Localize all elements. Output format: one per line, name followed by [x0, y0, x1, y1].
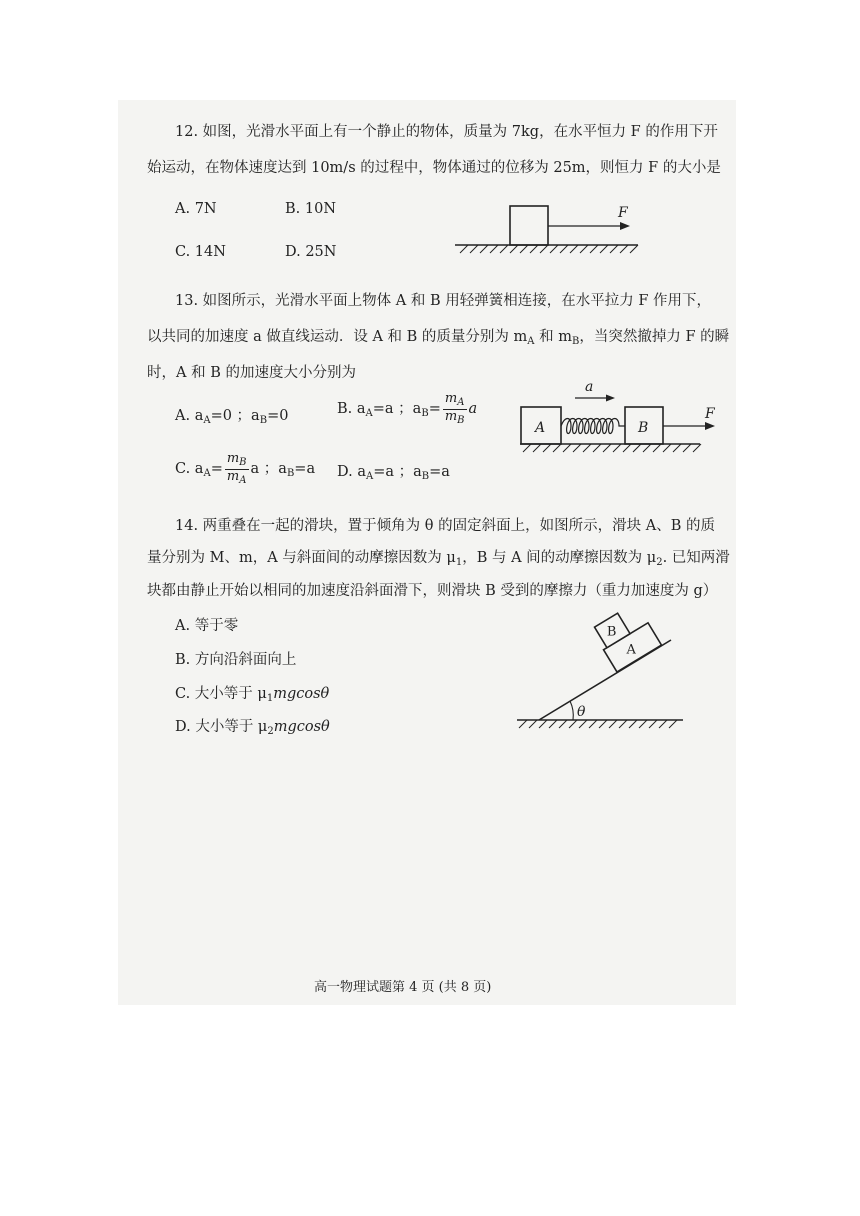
q12-option-d: D. 25N	[285, 244, 337, 260]
block-b-label: B	[638, 420, 649, 436]
block-a-label: A	[626, 642, 636, 658]
q13-line3: 时，A 和 B 的加速度大小分别为	[147, 365, 356, 381]
q14-option-c: C. 大小等于 $\mu_1mgcos\theta$	[175, 686, 330, 704]
q13-option-d: D. $a_A=a$ ；$a_B=a$	[337, 464, 450, 482]
q12-line1: 12. 如图，光滑水平面上有一个静止的物体，质量为 7kg，在水平恒力 F 的作用下开	[175, 124, 718, 140]
blocks	[591, 602, 661, 672]
q13-figure	[515, 380, 725, 465]
q14-line3: 块都由静止开始以相同的加速度沿斜面滑下，则滑块 B 受到的摩擦力（重力加速度为 g）	[147, 583, 718, 599]
angle-label: θ	[577, 704, 586, 720]
block	[510, 206, 548, 245]
q12-option-c: C. 14N	[175, 244, 226, 260]
q14-option-d: D. 大小等于 $\mu_2mgcos\theta$	[175, 719, 330, 737]
force-arrow-head	[705, 422, 715, 430]
ground-hatch	[519, 720, 677, 728]
ground-hatch	[460, 245, 638, 253]
accel-label: a	[585, 379, 594, 395]
q14-figure	[515, 612, 690, 737]
q14-option-b: B. 方向沿斜面向上	[175, 652, 297, 668]
q14-line2: 量分别为 M、m，A 与斜面间的动摩擦因数为 $\mu_1$，B 与 A 间的动摩擦因数为 $\mu_2$. 已知两滑	[147, 550, 730, 568]
force-arrow-head	[620, 222, 630, 230]
angle-arc	[570, 701, 573, 720]
force-label: F	[618, 205, 628, 221]
q12-figure	[450, 195, 650, 265]
force-label: F	[705, 406, 715, 422]
spring	[561, 419, 625, 434]
block-b-label: B	[606, 624, 617, 640]
ground-hatch	[523, 444, 701, 452]
q14-option-a: A. 等于零	[175, 618, 239, 634]
q13-line2: 以共同的加速度 a 做直线运动．设 A 和 B 的质量分别为 $m_A$ 和 $m_B$，当突然撤掉力 F 的瞬	[147, 329, 730, 347]
q13-option-b: B. $a_A=a$ ；$a_B=$ $\frac{m_A}{m_B}$ a	[337, 391, 478, 426]
block-a-label: A	[535, 420, 546, 436]
q12-option-a: A. 7N	[175, 201, 217, 217]
q13-option-c: C. $a_A=$ $\frac{m_B}{m_A}$ a ；$a_B=a$	[175, 451, 316, 486]
q14-line1: 14. 两重叠在一起的滑块，置于倾角为 θ 的固定斜面上，如图所示，滑块 A、B 的质	[175, 518, 715, 534]
q13-option-a: A. $a_A=0$ ；$a_B=0$	[175, 408, 289, 426]
accel-arrow-head	[606, 395, 615, 402]
q12-line2: 始运动，在物体速度达到 10m/s 的过程中，物体通过的位移为 25m，则恒力 F 的大小是	[147, 160, 721, 176]
page-footer: 高一物理试题第 4 页 (共 8 页)	[314, 980, 492, 995]
q12-option-b: B. 10N	[285, 201, 337, 217]
q13-line1: 13. 如图所示，光滑水平面上物体 A 和 B 用轻弹簧相连接，在水平拉力 F 作用下，	[175, 293, 712, 309]
